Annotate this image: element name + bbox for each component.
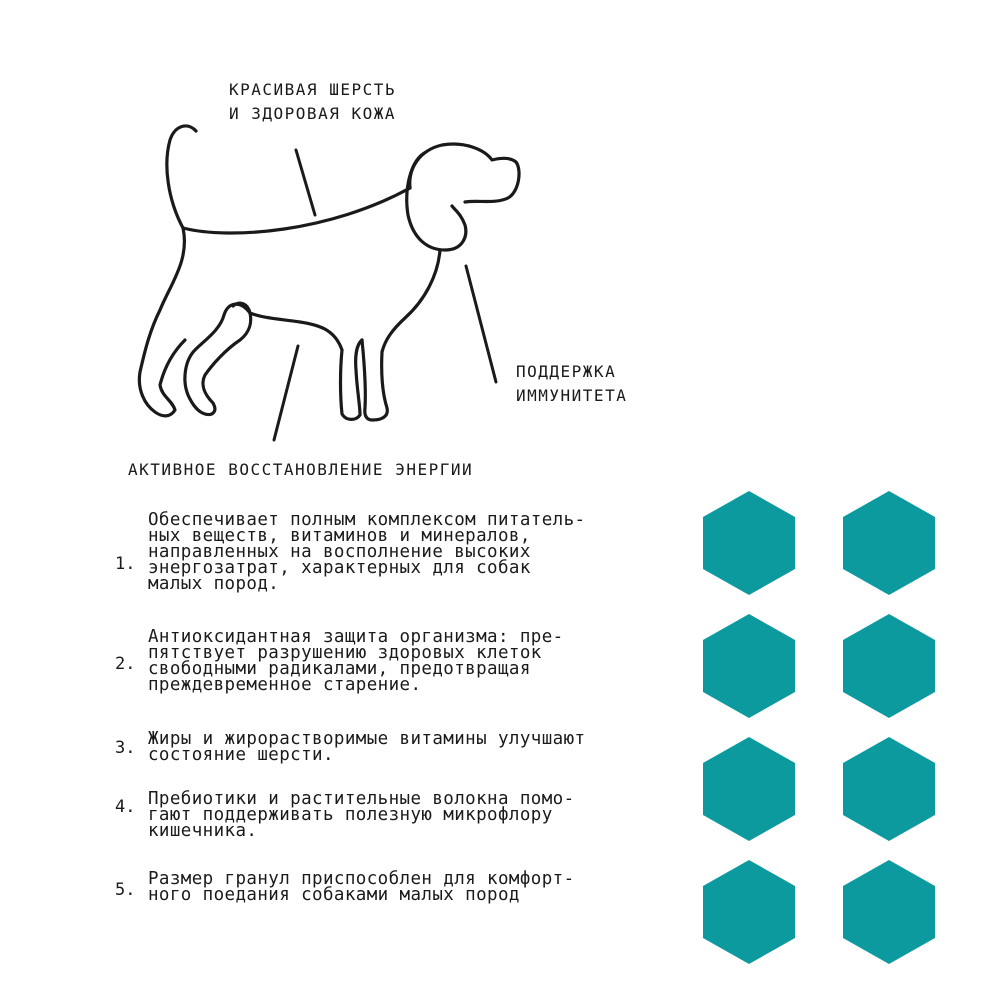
callout-immunity: ПОДДЕРЖКА ИММУНИТЕТА (516, 362, 628, 405)
hexagon-icon (703, 860, 795, 964)
hexagon-icon (703, 614, 795, 718)
item-text: Антиоксидантная защита организма: пре- пятствует разрушению здоровых клеток свободными радикалами, предотвращая преждевременное старение. (148, 627, 564, 695)
item-number: 1. (115, 554, 136, 574)
callout-coat: КРАСИВАЯ ШЕРСТЬ И ЗДОРОВАЯ КОЖА (229, 80, 396, 123)
item-number: 4. (115, 797, 136, 817)
item-number: 2. (115, 654, 136, 674)
hexagon-icon (843, 614, 935, 718)
item-text: Пребиотики и растительные волокна помо- гают поддерживать полезную микрофлору кишечника. (148, 789, 575, 841)
item-text: Жиры и жирорастворимые витамины улучшают состояние шерсти. (148, 729, 586, 765)
hexagon-icon (843, 737, 935, 841)
hexagon-icon (703, 737, 795, 841)
hexagon-icon (843, 860, 935, 964)
hexagon-icon (703, 491, 795, 595)
callout-energy: АКТИВНОЕ ВОССТАНОВЛЕНИЕ ЭНЕРГИИ (128, 460, 474, 479)
hexagon-icon (843, 491, 935, 595)
item-text: Обеспечивает полным комплексом питатель- ных веществ, витаминов и минералов, направленных на восполнение высоких энергозатрат, характерных для собак малых пород. (148, 510, 586, 594)
item-number: 5. (115, 880, 136, 900)
item-text: Размер гранул приспособлен для комфорт- ного поедания собаками малых пород (148, 869, 575, 905)
item-number: 3. (115, 738, 136, 758)
